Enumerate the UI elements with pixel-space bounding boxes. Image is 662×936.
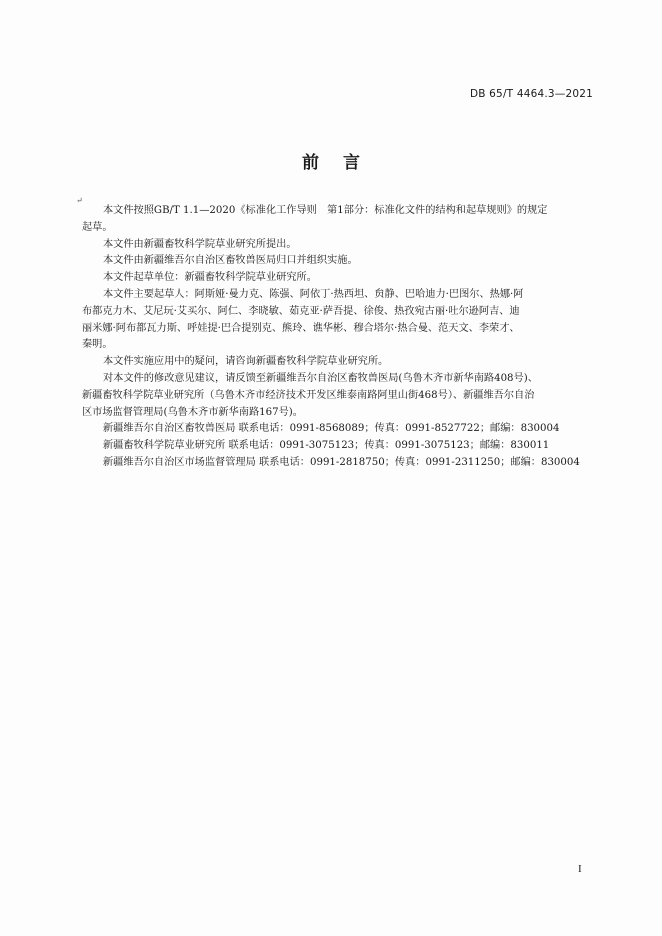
- foreword-body: [82, 203, 597, 472]
- paragraph-line: 新疆畜牧科学院草业研究所（乌鲁木齐市经济技术开发区维泰南路阿里山街468号）、新疆维吾尔自治: [82, 389, 535, 401]
- paragraph-line: 本文件主要起草人：阿斯娅·曼力克、陈强、阿依丁·热西坦、贠静、巴哈迪力·巴图尔、热娜·阿: [103, 288, 524, 300]
- contact-line: 新疆畜牧科学院草业研究所 联系电话：0991-3075123；传真：0991-3075123；邮编：830011: [103, 440, 550, 452]
- paragraph-line: 起草。: [82, 221, 113, 233]
- paragraph-line: 区市场监督管理局(乌鲁木齐市新华南路167号)。: [82, 406, 303, 418]
- paragraph-line: 本文件由新疆维吾尔自治区畜牧兽医局归口并组织实施。: [103, 255, 358, 267]
- paragraph-line: 本文件实施应用中的疑问，请咨询新疆畜牧科学院草业研究所。: [103, 356, 389, 368]
- page-number: I: [578, 863, 582, 875]
- paragraph-line: 丽米娜·阿布都瓦力斯、呼娃提·巴合提别克、熊玲、谯华彬、穆合塔尔·热合曼、范天文、李荣才、: [82, 322, 520, 334]
- paragraph-line: 布都克力木、艾尼玩·艾买尔、阿仁、李晓敏、茹克亚·萨吾提、徐俊、热孜宛古丽·吐尔逊阿吉、迪: [82, 305, 520, 317]
- paragraph-mark-icon: ↵: [76, 196, 83, 205]
- paragraph-line: 秦明。: [82, 339, 113, 351]
- paragraph-line: 对本文件的修改意见建议，请反馈至新疆维吾尔自治区畜牧兽医局(乌鲁木齐市新华南路408号)、: [103, 372, 538, 384]
- standard-code: DB 65/T 4464.3—2021: [469, 88, 593, 100]
- paragraph-line: 本文件按照GB/T 1.1—2020《标准化工作导则 第1部分：标准化文件的结构和起草规则》的规定: [103, 205, 548, 216]
- contact-line: 新疆维吾尔自治区畜牧兽医局 联系电话：0991-8568089；传真：0991-8527722；邮编：830004: [103, 423, 560, 435]
- paragraph-line: 本文件由新疆畜牧科学院草业研究所提出。: [103, 238, 297, 250]
- page-title: 前言: [302, 153, 384, 173]
- paragraph-line: 本文件起草单位：新疆畜牧科学院草业研究所。: [103, 272, 317, 284]
- contact-line: 新疆维吾尔自治区市场监督管理局 联系电话：0991-2818750；传真：0991-2311250；邮编：830004: [103, 456, 580, 468]
